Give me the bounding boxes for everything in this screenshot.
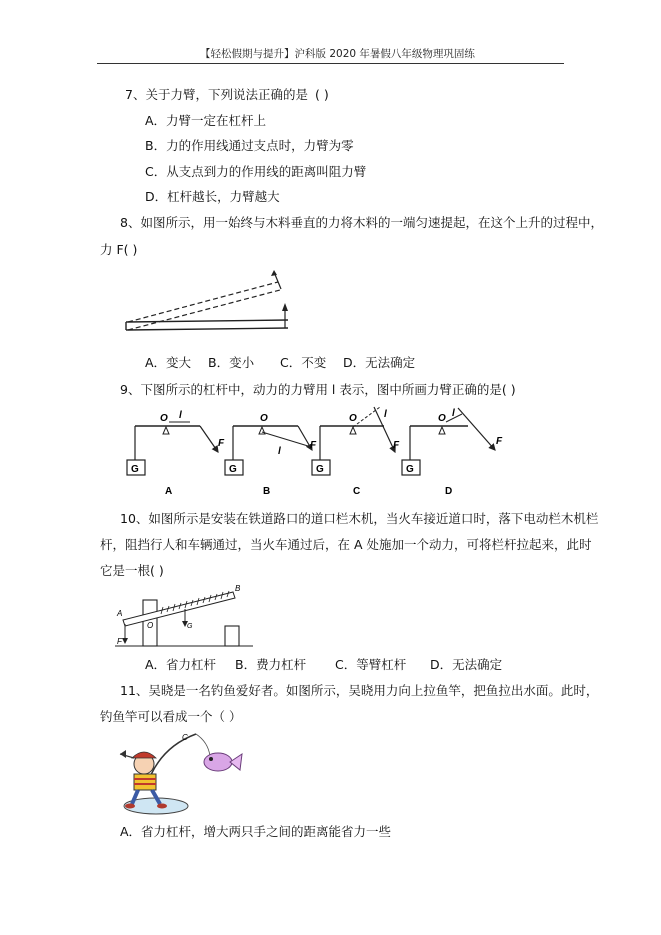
q9-panel-d-label: D [445, 486, 453, 497]
q11-figure-fishing-illustration [118, 728, 253, 816]
q7-stem: 7、关于力臂，下列说法正确的是 [125, 87, 308, 102]
q7-option-b: B．力的作用线通过支点时，力臂为零 [145, 138, 354, 153]
q11-option-a: A．省力杠杆，增大两只手之间的距离能省力一些 [120, 824, 392, 839]
q8-stem-line2: 力 F( ) [100, 242, 138, 257]
q9-figure-levers [120, 402, 520, 500]
q8-option-c: C．不变 [280, 355, 327, 370]
svg-text:F: F [117, 637, 122, 646]
q10-figure-barrier [115, 582, 255, 648]
svg-text:O: O [438, 413, 446, 424]
svg-text:O: O [349, 413, 357, 424]
q9-panel-c [312, 407, 400, 497]
svg-text:G: G [406, 464, 414, 475]
q8-figure-plank [120, 270, 295, 350]
svg-text:F: F [310, 440, 317, 451]
q10-option-c: C．等臂杠杆 [335, 657, 407, 672]
svg-text:l: l [179, 410, 182, 421]
svg-text:O: O [147, 621, 154, 630]
svg-text:l: l [278, 446, 281, 457]
q10-option-a: A．省力杠杆 [145, 657, 217, 672]
q9-panel-b [225, 413, 317, 497]
svg-text:l: l [452, 408, 455, 419]
svg-text:G: G [229, 464, 237, 475]
q10-option-d: D．无法确定 [430, 657, 503, 672]
svg-text:B: B [235, 584, 241, 593]
svg-text:C: C [182, 733, 188, 742]
svg-text:G: G [187, 623, 193, 630]
q7-option-a: A．力臂一定在杠杆上 [145, 113, 267, 128]
q9-panel-a-label: A [165, 486, 173, 497]
q8-option-b: B．变小 [208, 355, 255, 370]
q9-stem: 9、下图所示的杠杆中，动力的力臂用 l 表示，图中所画力臂正确的是( ) [120, 382, 516, 397]
svg-text:O: O [160, 413, 168, 424]
q9-panel-d [402, 408, 503, 497]
svg-text:F: F [496, 436, 503, 447]
q9-panel-a [127, 410, 225, 497]
q8-stem-line1: 8、如图所示，用一始终与木料垂直的力将木料的一端匀速提起，在这个上升的过程中， [120, 215, 603, 230]
q11-stem-line2: 钓鱼竿可以看成一个（ ） [100, 709, 242, 724]
svg-text:F: F [393, 440, 400, 451]
svg-text:l: l [384, 409, 387, 420]
q7-answer-blank: ( ) [315, 87, 329, 102]
q10-stem-line3: 它是一根( ) [100, 563, 164, 578]
svg-text:A: A [117, 609, 123, 618]
q10-option-b: B．费力杠杆 [235, 657, 307, 672]
svg-text:F: F [218, 438, 225, 449]
q8-option-d: D．无法确定 [343, 355, 416, 370]
q7-option-c: C．从支点到力的作用线的距离叫阻力臂 [145, 164, 367, 179]
header-rule [97, 63, 564, 64]
q9-panel-b-label: B [263, 486, 271, 497]
svg-text:G: G [316, 464, 324, 475]
q10-stem-line2: 杆，阻挡行人和车辆通过，当火车通过后，在 A 处施加一个动力，可将栏杆拉起来，此时 [100, 537, 592, 552]
q9-a-weight-label: G [131, 464, 139, 475]
page-header-title: 【轻松假期与提升】沪科版 2020 年暑假八年级物理巩固练 [200, 48, 475, 60]
q11-stem-line1: 11、吴晓是一名钓鱼爱好者。如图所示，吴晓用力向上拉鱼竿，把鱼拉出水面。此时， [120, 683, 599, 698]
q9-panel-c-label: C [353, 486, 361, 497]
q8-option-a: A．变大 [145, 355, 192, 370]
q10-stem-line1: 10、如图所示是安装在铁道路口的道口栏木机，当火车接近道口时，落下电动栏木机栏 [120, 511, 599, 526]
q7-option-d: D．杠杆越长，力臂越大 [145, 189, 280, 204]
svg-text:O: O [260, 413, 268, 424]
